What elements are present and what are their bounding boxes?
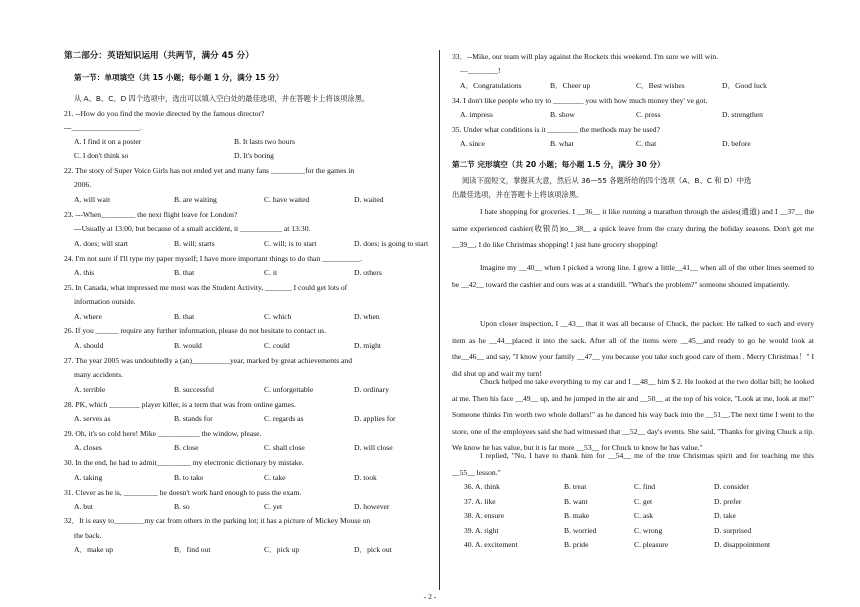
answer-option: C．Best wishes — [636, 81, 685, 90]
answer-option: A. this — [74, 268, 95, 277]
cloze-option: D. take — [714, 511, 736, 520]
cloze-option: D. prefer — [714, 496, 742, 506]
answer-option: B. that — [174, 312, 195, 321]
passage-paragraph: I replied, "No, I have to thank him for __54__ me of the true Christmas spirit and for teaching me this __55__ lesson." — [452, 451, 814, 477]
question-stem: 22. The story of Super Voice Girls has not ended yet and many fans _________for the games in — [64, 166, 355, 175]
answer-option: A. taking — [74, 473, 103, 482]
passage-paragraph: Imagine my __40__ when I picked a wrong line. I grew a little__41__ when all of the other lines seemed to be __42__ toward the cashier and ours was at a standstill. "What's the problem?" someone shouted impatiently. — [452, 263, 814, 289]
question-stem: 24. I'm not sure if I'll type my paper myself; I have more important things to do than __________. — [64, 254, 362, 263]
question-stem: information outside. — [74, 297, 136, 306]
question-stem: 25. In Canada, what impressed me most was the Student Activity, _______ I could get lots of — [64, 283, 348, 292]
cloze-option: C. wrong — [634, 525, 663, 535]
cloze-option: B. treat — [564, 482, 587, 491]
answer-option: C. press — [636, 110, 661, 119]
answer-option: A. does; will start — [74, 239, 128, 248]
question-stem: 33．--Mike, our team will play against the Rockets this weekend. I'm sure we will win. — [452, 52, 719, 61]
answer-option: A. should — [74, 341, 104, 350]
answer-option: D. when — [354, 312, 380, 321]
answer-option: B．find out — [174, 545, 211, 554]
cloze-option: 38. A. ensure — [464, 511, 505, 520]
answer-option: D. applies for — [354, 414, 396, 423]
cloze-option: D. disappointment — [714, 540, 771, 549]
question-stem: many accidents. — [74, 370, 123, 379]
answer-option: A. terrible — [74, 385, 106, 394]
cloze-option: B. make — [564, 511, 590, 520]
answer-option: B. are waiting — [174, 195, 217, 204]
cloze-option: D. surprised — [714, 525, 752, 535]
question-stem: 29. Oh, it's so cold here! Mike ___________ the window, please. — [64, 429, 262, 438]
answer-option: B. close — [174, 443, 199, 452]
answer-option: A．make up — [74, 545, 114, 554]
answer-option: A. where — [74, 312, 102, 321]
answer-option: D. strengthen — [722, 110, 763, 119]
passage-paragraph: I hate shopping for groceries. I __36__ it like running a marathon through the aisles(通道) and I __37__ the same experienced cashier(收银员)to__38__ a quick leave from the crazy during the holiday seasons. Don't get me __39__, I do like Christmas shopping! I just hate grocery shopping! — [452, 207, 814, 249]
cloze-option: B. worried — [564, 525, 597, 535]
answer-option: D．Good luck — [722, 81, 767, 90]
answer-option: C. will; is to start — [264, 239, 317, 248]
answer-option: B. show — [550, 110, 575, 119]
question-stem: 34. I don't like people who try to ________ you with how much money they' ve got. — [452, 96, 708, 105]
section1-instruction: 从 A、B、C、D 四个选项中，选出可以填入空白处的最佳选项，并在答题卡上将该项涂黑。 — [74, 94, 370, 103]
answer-option: A. since — [460, 139, 485, 148]
answer-option: B. that — [174, 268, 195, 277]
answer-option: C. it — [264, 268, 278, 277]
question-stem: 35. Under what conditions is it ________ the methods may be used? — [452, 125, 660, 134]
answer-option: D. waited — [354, 195, 384, 204]
cloze-option: C. find — [634, 482, 656, 491]
question-stem: 2006. — [74, 180, 92, 189]
question-stem: 27. The year 2005 was undoubtedly a (an)__________year, marked by great achievements and — [64, 356, 353, 365]
part-title: 第二部分：英语知识运用（共两节，满分 45 分） — [64, 51, 254, 61]
answer-option: D. does; is going to start — [354, 239, 429, 248]
cloze-option: C. pleasure — [634, 540, 669, 549]
answer-option: B. successful — [174, 385, 215, 394]
question-stem: 32．It is easy to________my car from others in the parking lot; it has a picture of Mickey Mouse on — [64, 516, 371, 525]
answer-option: C. I don't think so — [74, 151, 129, 160]
cloze-option: 36. A. think — [464, 482, 500, 491]
answer-option: D. others — [354, 268, 382, 277]
answer-option: C. which — [264, 312, 292, 321]
question-stem: the back. — [74, 531, 102, 540]
answer-option: B. will; starts — [174, 239, 215, 248]
question-stem: —________! — [460, 66, 501, 75]
answer-option: D. ordinary — [354, 385, 390, 394]
question-stem: 31. Clever as he is, _________ he doesn't work hard enough to pass the exam. — [64, 488, 302, 497]
cloze-option: 39. A. right — [464, 525, 499, 535]
answer-option: B. would — [174, 341, 202, 350]
answer-option: A. I find it on a poster — [74, 137, 142, 146]
answer-option: C. could — [264, 341, 290, 350]
answer-option: D. might — [354, 341, 382, 350]
answer-option: D. before — [722, 139, 751, 148]
cloze-option: D. consider — [714, 482, 750, 491]
answer-option: B. so — [174, 502, 190, 511]
answer-option: C. regards as — [264, 414, 304, 423]
answer-option: C. shall close — [264, 443, 305, 452]
answer-option: B．Cheer up — [550, 81, 591, 90]
answer-option: B. stands for — [174, 414, 213, 423]
answer-option: D．pick out — [354, 545, 392, 554]
cloze-option: C. get — [634, 496, 653, 506]
section2-instruction-line2: 出最佳选项，并在答题卡上将该项涂黑。 — [452, 190, 584, 199]
answer-option: C. have waited — [264, 195, 310, 204]
question-stem: 26. If you ______ require any further information, please do not hesitate to contact us. — [64, 326, 327, 335]
section1-title: 第一节：单项填空（共 15 小题；每小题 1 分，满分 15 分） — [74, 73, 284, 82]
cloze-option: B. pride — [564, 540, 589, 549]
answer-option: B. It lasts two hours — [234, 137, 295, 146]
answer-option: A. will wait — [74, 195, 111, 204]
cloze-option: 37. A. like — [464, 496, 496, 506]
question-stem: ---__________________. — [64, 123, 142, 132]
column-divider — [439, 50, 440, 590]
answer-option: D. It's boring — [234, 151, 274, 160]
answer-option: C. take — [264, 473, 286, 482]
question-stem: 23. ---When_________ the next flight leave for London? — [64, 210, 238, 219]
answer-option: D. will close — [354, 443, 393, 452]
answer-option: A. but — [74, 502, 93, 511]
section2-title: 第二节 完形填空（共 20 小题；每小题 1.5 分，满分 30 分） — [452, 160, 665, 169]
question-stem: 30. In the end, he had to admit_________ my electronic dictionary by mistake. — [64, 458, 304, 467]
passage-paragraph: Chuck helped me take everything to my car and I __48__ him $ 2. He looked at the two dollar bill; he looked at me. Then his face __49__ up, and he jumped in the air and __50__ at the top of his voice, "Look at me, look at me!" Someone thinks I'm worth two whole dollars!" as he danced his way back into the __51__.The next time I went to the store, one of the employees said she had witnessed that __52__ day's events. She said, "Thanks for giving Chuck a tip. We know he has value, but it is far more __53__ for Chuck to know he has value." — [452, 377, 814, 452]
answer-option: A. closes — [74, 443, 102, 452]
section2-instruction-line1: 阅读下面短文，掌握其大意，然后从 36—55 各题所给的四个选项（A、B、C 和 D）中选 — [462, 176, 752, 185]
answer-option: C. unforgettable — [264, 385, 314, 394]
cloze-option: C. ask — [634, 511, 653, 520]
page-number: - 2 - — [423, 592, 437, 601]
answer-option: A. impress — [460, 110, 493, 119]
answer-option: D. however — [354, 502, 390, 511]
question-stem: 28. PK, which ________ player killer, is a term that was from online games. — [64, 400, 296, 409]
cloze-option: B. want — [564, 496, 588, 506]
answer-option: B. to take — [174, 473, 204, 482]
answer-option: A．Congratulations — [460, 81, 522, 90]
answer-option: C. yet — [264, 502, 283, 511]
question-stem: ---Usually at 13:00, but because of a small accident, it ___________ at 13:30. — [74, 224, 311, 233]
passage-paragraph: Upon closer inspection, I __43__ that it was all because of Chuck, the packer. He talked to each and every item as he __44__placed it into the sack. After all of the items were __45__and ready to go he would look at the__46__ and say, "I know your family __47__ you because you take such good care of them . Merry Christmas！" I did shut up and wait my turn! — [452, 319, 814, 378]
answer-option: C．pick up — [264, 545, 300, 554]
answer-option: D. took — [354, 473, 377, 482]
cloze-option: 40. A. excitement — [464, 540, 518, 549]
answer-option: A. serves as — [74, 414, 111, 423]
answer-option: C. that — [636, 139, 657, 148]
answer-option: B. what — [550, 139, 574, 148]
question-stem: 21. --How do you find the movie directed by the famous director? — [64, 109, 265, 118]
